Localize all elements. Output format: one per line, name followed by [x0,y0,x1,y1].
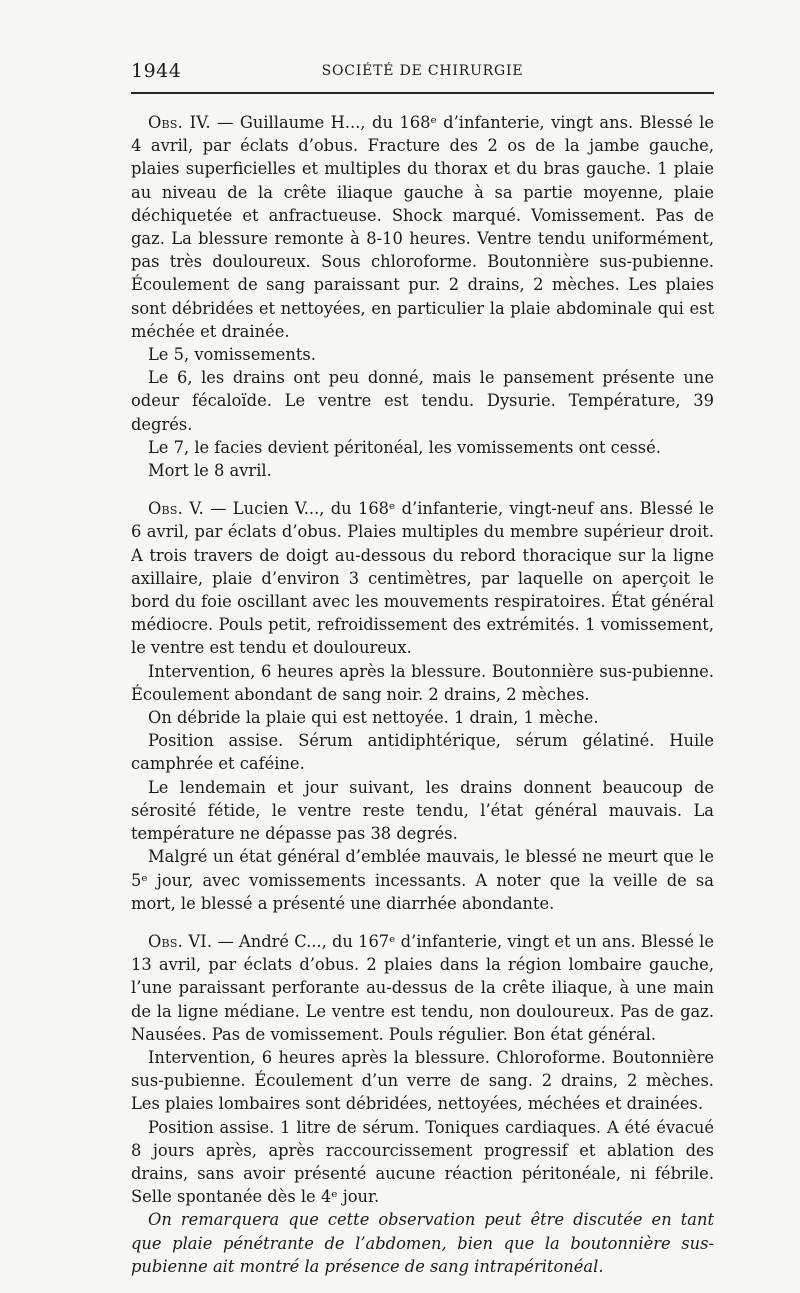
observation-paragraph: On débride la plaie qui est nettoyée. 1 drain, 1 mèche. [148,708,599,728]
page-content [131,111,714,1293]
observation-paragraph: Intervention, 6 heures après la blessure. Boutonnière sus-pubienne. Écoulement abondant de sang noir. 2 drains, 2 mèches. [131,661,714,704]
observation-paragraph: Malgré un état général d’emblée mauvais, le blessé ne meurt que le 5ᵉ jour, avec vomissements incessants. A noter que la veille de sa mort, le blessé a présenté une diarrhée abondante. [131,847,714,913]
observation-4 [131,111,714,482]
observation-5 [131,497,714,915]
observation-label: Obs. IV. [148,113,211,132]
header-rule [131,92,714,94]
observation-paragraph [131,111,714,343]
observation-label: Obs. VI. [148,931,213,951]
observation-paragraph: Position assise. 1 litre de sérum. Toniques cardiaques. A été évacué 8 jours après, après raccourcissement progressif et ablation des drains, sans avoir présenté aucune réaction péritonéale, ni fébrile. Selle spontanée dès le 4ᵉ jour. [131,1117,714,1207]
observation-paragraph: Le 7, le facies devient péritonéal, les vomissements ont cessé. [148,437,661,457]
page-number: 1944 [131,60,182,82]
page-header [131,60,714,84]
observation-paragraph: Mort le 8 avril. [148,461,272,481]
observation-paragraph: Position assise. Sérum antidiphtérique, sérum gélatiné. Huile camphrée et caféine. [131,731,714,774]
observation-paragraph [131,930,714,1046]
observation-paragraph: Intervention, 6 heures après la blessure. Chloroforme. Boutonnière sus-pubienne. Écoulement d’un verre de sang. 2 drains, 2 mèches. Les plaies lombaires sont débridées, nettoyées, méchées et drainées. [131,1047,714,1114]
observation-text: — Lucien V..., du 168ᵉ d’infanterie, vingt-neuf ans. Blessé le 6 avril, par éclats d’obus. Plaies multiples du membre supérieur droit. A trois travers de doigt au-dessous du rebord thoracique sur la ligne axillaire, plaie d’environ 3 centimètres, par laquelle on aperçoit le bord du foie oscillant avec les mouvements respiratoires. État général médiocre. Pouls petit, refroidissement des extrémités. 1 vomissement, le ventre est tendu et douloureux. [131,499,715,658]
observation-paragraph: Le lendemain et jour suivant, les drains donnent beaucoup de sérosité fétide, le ventre reste tendu, l’état général mauvais. La température ne dépasse pas 38 degrés. [131,777,714,844]
observation-paragraph: Le 6, les drains ont peu donné, mais le pansement présente une odeur fécaloïde. Le ventre est tendu. Dysurie. Température, 39 degrés. [131,368,714,434]
observation-text: — Guillaume H..., du 168ᵉ d’infanterie, vingt ans. Blessé le 4 avril, par éclats d’obus. Fracture des 2 os de la jambe gauche, plaies superficielles et multiples du thorax et du bras gauche. 1 plaie au niveau de la crête iliaque gauche à sa partie moyenne, plaie déchiquetée et anfractueuse. Shock marqué. Vomissement. Pas de gaz. La blessure remonte à 8-10 heures. Ventre tendu uniformément, pas très douloureux. Sous chloroforme. Boutonnière sus-pubienne. Écoulement de sang paraissant pur. 2 drains, 2 mèches. Les plaies sont débridées et nettoyées, en particulier la plaie abdominale qui est méchée et drainée. [131,113,714,341]
observation-6 [131,930,714,1278]
observation-label: Obs. V. [148,499,204,519]
observation-note: On remarquera que cette observation peut être discutée en tant que plaie pénétrante de l’abdomen, bien que la boutonnière sus-pubienne ait montré la présence de sang intrapéritonéal. [131,1210,714,1276]
observation-text: — André C..., du 167ᵉ d’infanterie, vingt et un ans. Blessé le 13 avril, par éclats d’obus. 2 plaies dans la région lombaire gauche, l’une paraissant perforante au-dessus de la crête iliaque, à une main de la ligne médiane. Le ventre est tendu, non douloureux. Pas de gaz. Nausées. Pas de vomissement. Pouls régulier. Bon état général. [131,931,714,1044]
observation-paragraph [131,497,714,659]
observation-paragraph: Le 5, vomissements. [148,345,316,365]
running-title: SOCIÉTÉ DE CHIRURGIE [321,63,524,79]
